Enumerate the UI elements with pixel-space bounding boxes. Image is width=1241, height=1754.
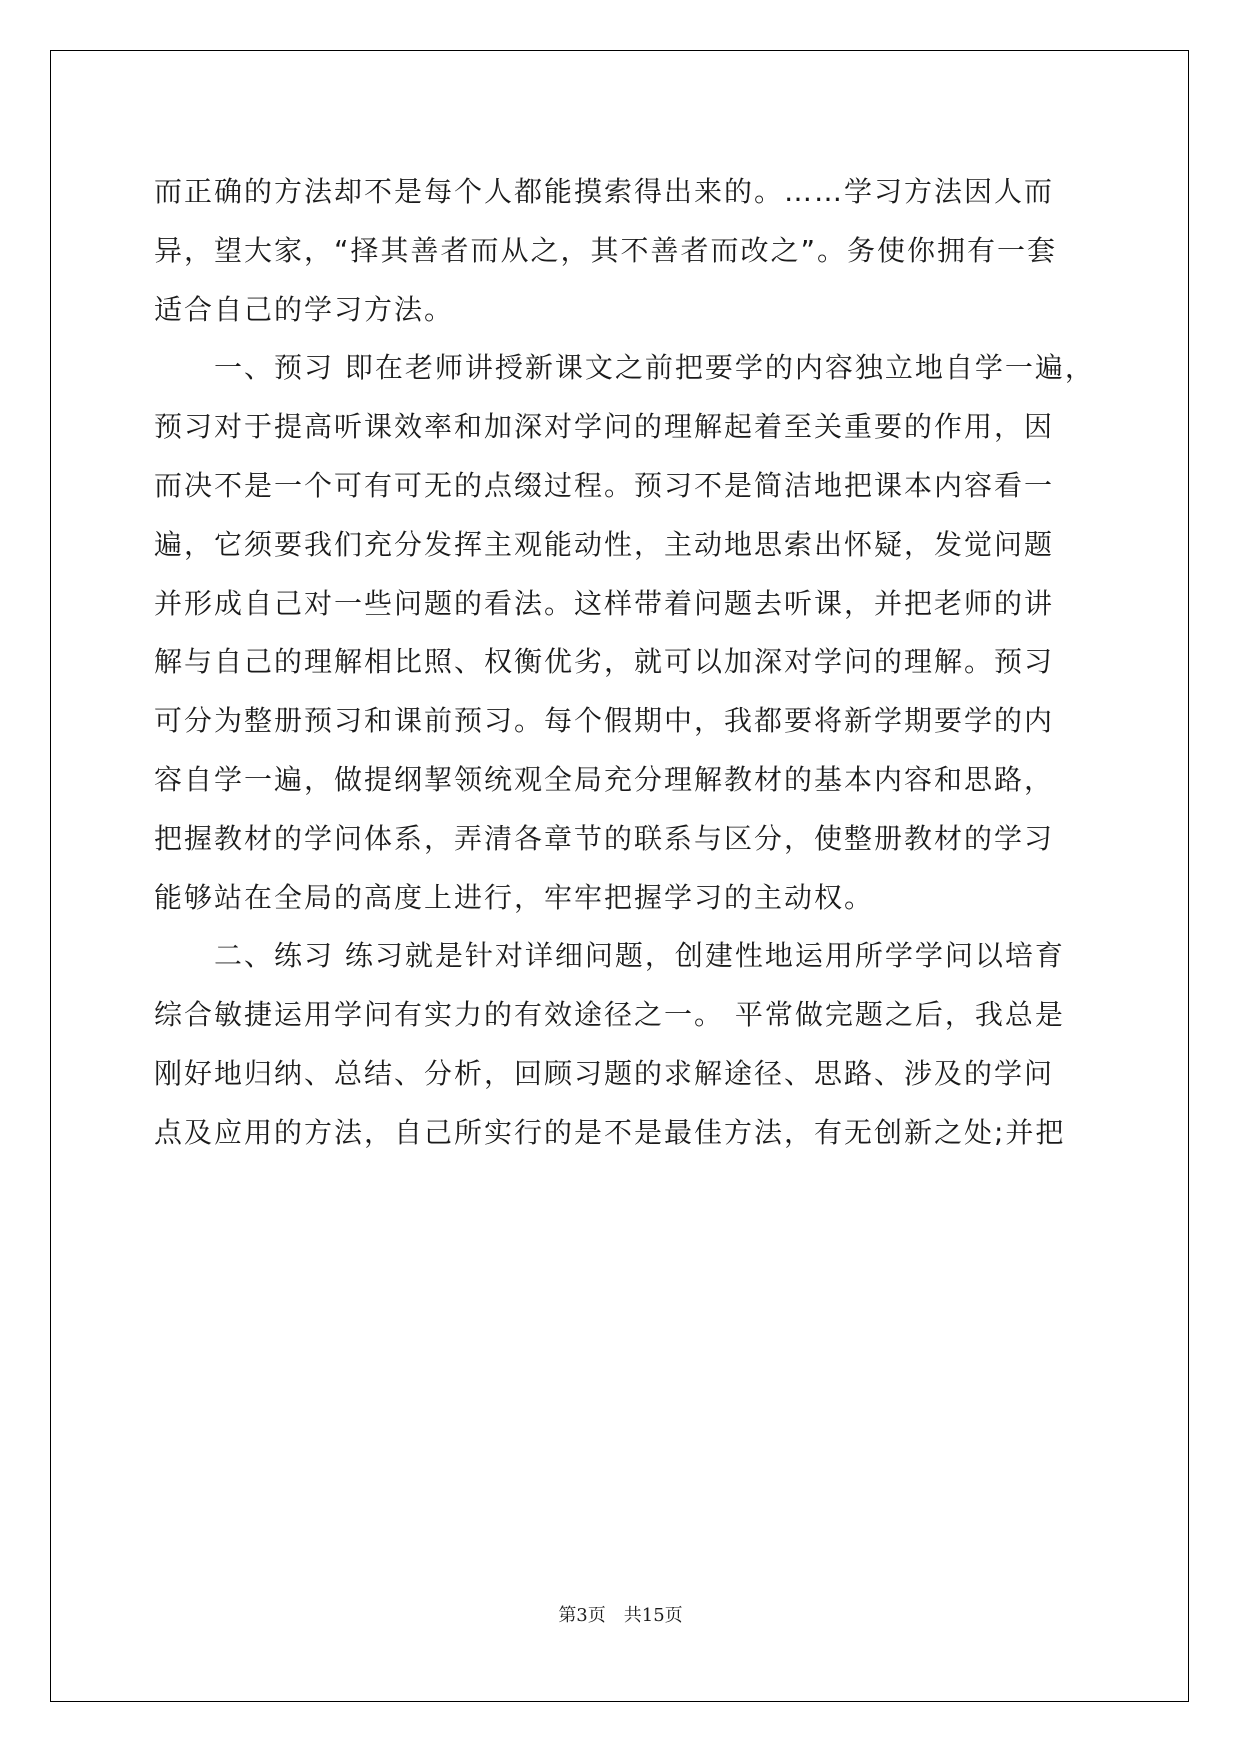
text-line: 能够站在全局的高度上进行，牢牢把握学习的主动权。 [154,880,875,914]
page-number: 第3页 共15页 [558,1605,683,1626]
text-line: 容自学一遍，做提纲挈领统观全局充分理解教材的基本内容和思路， [154,762,1055,796]
text-line: 而决不是一个可有可无的点缀过程。预习不是简洁地把课本内容看一 [154,468,1055,502]
text-line: 解与自己的理解相比照、权衡优劣，就可以加深对学问的理解。预习 [154,645,1055,679]
text-line: 刚好地归纳、总结、分析，回顾习题的求解途径、思路、涉及的学问 [154,1056,1055,1090]
text-line: 一、预习 即在老师讲授新课文之前把要学的内容独立地自学一遍， [154,351,1095,385]
text-line: 遍，它须要我们充分发挥主观能动性，主动地思索出怀疑，发觉问题 [154,527,1055,561]
text-line: 而正确的方法却不是每个人都能摸索得出来的。……学习方法因人而 [154,175,1055,208]
text-line: 预习对于提高听课效率和加深对学问的理解起着至关重要的作用，因 [154,410,1055,444]
page-footer [0,1604,1241,1628]
text-line: 并形成自己对一些问题的看法。这样带着问题去听课，并把老师的讲 [154,586,1055,620]
text-line: 综合敏捷运用学问有实力的有效途径之一。 平常做完题之后，我总是 [154,998,1065,1032]
text-line: 异，望大家，“择其善者而从之，其不善者而改之”。务使你拥有一套 [154,233,1058,267]
text-line: 把握教材的学问体系，弄清各章节的联系与区分，使整册教材的学习 [154,821,1055,855]
text-line: 二、练习 练习就是针对详细问题，创建性地运用所学学问以培育 [154,939,1065,973]
text-line: 点及应用的方法，自己所实行的是不是最佳方法，有无创新之处;并把 [154,1115,1066,1149]
text-line: 可分为整册预习和课前预习。每个假期中，我都要将新学期要学的内 [154,704,1055,738]
body-text [154,163,1094,1163]
text-line: 适合自己的学习方法。 [154,292,455,326]
